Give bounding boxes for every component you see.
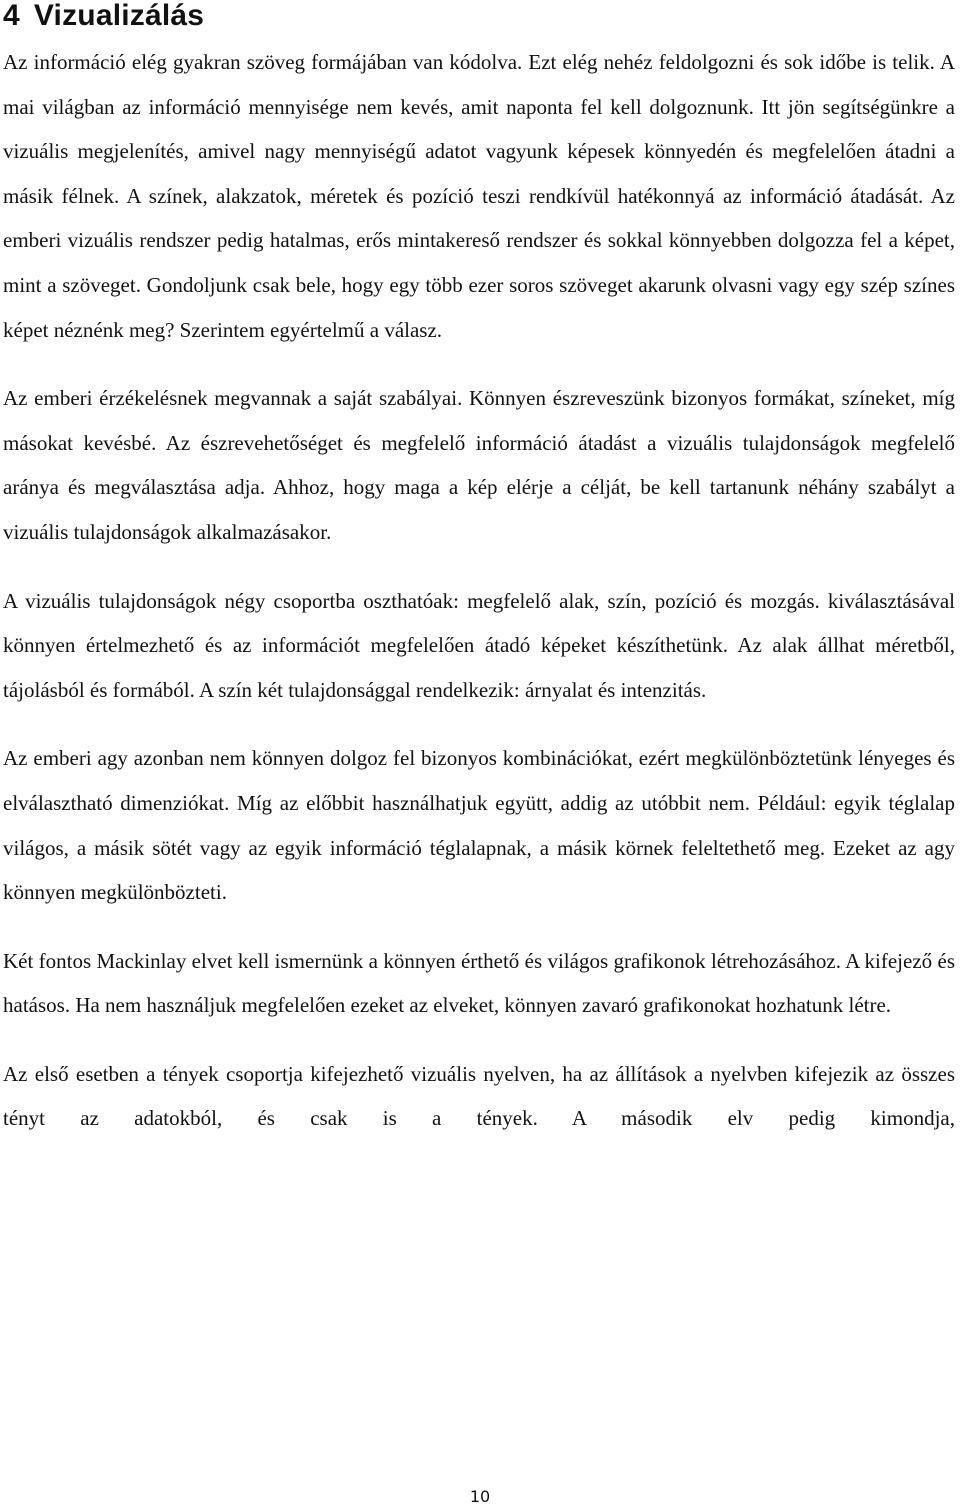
paragraph: A vizuális tulajdonságok négy csoportba oszthatóak: megfelelő alak, szín, pozíció és mozgás. kiválasztásával könnyen értelmezhető és az információt megfelelően átadó képeket készíthetünk. Az alak állhat méretből, tájolásból és formából. A szín két tulajdonsággal rendelkezik: árnyalat és intenzitás. [3,588,955,702]
section-number: 4 [3,0,20,32]
body-text [3,40,955,1141]
paragraph: Az első esetben a tények csoportja kifejezhető vizuális nyelven, ha az állítások a nyelvben kifejezik az összes tényt az adatokból, és csak is a tények. A második elv pedig kimondja, [3,1061,955,1131]
page-number: 10 [469,1487,491,1506]
paragraph: Két fontos Mackinlay elvet kell ismernünk a könnyen érthető és világos grafikonok létrehozásához. A kifejező és hatásos. Ha nem használjuk megfelelően ezeket az elveket, könnyen zavaró grafikonokat hozhatunk létre. [3,948,955,1018]
section-title: Vizualizálás [33,0,205,32]
paragraph: Az információ elég gyakran szöveg formájában van kódolva. Ezt elég nehéz feldolgozni és sok időbe is telik. A mai világban az információ mennyisége nem kevés, amit naponta fel kell dolgoznunk. Itt jön segítségünkre a vizuális megjelenítés, amivel nagy mennyiségű adatot vagyunk képesek könnyedén és megfelelően átadni a másik félnek. A színek, alakzatok, méretek és pozíció teszi rendkívül hatékonnyá az információ átadását. Az emberi vizuális rendszer pedig hatalmas, erős mintakereső rendszer és sokkal könnyebben dolgozza fel a képet, mint a szöveget. Gondoljunk csak bele, hogy egy több ezer soros szöveget akarunk olvasni vagy egy szép színes képet néznénk meg? Szerintem egyértelmű a válasz. [3,50,955,342]
paragraph: Az emberi érzékelésnek megvannak a saját szabályai. Könnyen észreveszünk bizonyos formákat, színeket, míg másokat kevésbé. Az észrevehetőséget és megfelelő információ átadást a vizuális tulajdonságok megfelelő aránya és megválasztása adja. Ahhoz, hogy maga a kép elérje a célját, be kell tartanunk néhány szabályt a vizuális tulajdonságok alkalmazásakor. [3,386,955,544]
section-heading [3,0,204,36]
paragraph: Az emberi agy azonban nem könnyen dolgoz fel bizonyos kombinációkat, ezért megkülönböztetünk lényeges és elválasztható dimenziókat. Míg az előbbit használhatjuk együtt, addig az utóbbit nem. Például: egyik téglalap világos, a másik sötét vagy az egyik információ téglalapnak, a másik körnek feleltethető meg. Ezeket az agy könnyen megkülönbözteti. [3,746,955,905]
